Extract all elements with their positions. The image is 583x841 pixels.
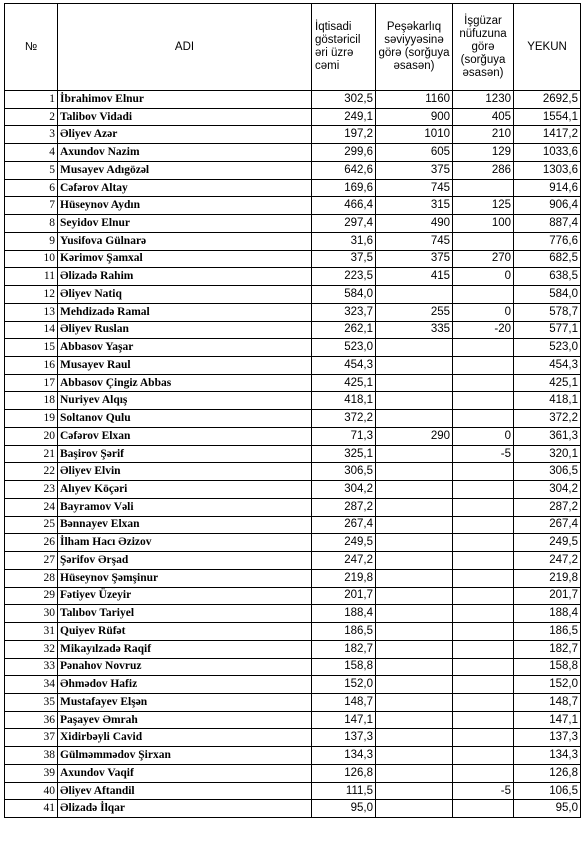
row-number: 10 <box>5 250 58 268</box>
professional-score <box>376 782 453 800</box>
row-number: 33 <box>5 658 58 676</box>
business-score: 100 <box>453 215 514 233</box>
economic-score: 134,3 <box>312 747 376 765</box>
business-score <box>453 729 514 747</box>
table-body <box>5 91 581 818</box>
business-score <box>453 658 514 676</box>
economic-score: 304,2 <box>312 481 376 499</box>
person-name: Quiyev Rüfət <box>58 623 312 641</box>
professional-score: 1160 <box>376 91 453 109</box>
person-name: Yusifova Gülnarə <box>58 232 312 250</box>
economic-score: 299,6 <box>312 144 376 162</box>
table-row <box>5 374 581 392</box>
total-score: 454,3 <box>514 357 581 375</box>
professional-score <box>376 623 453 641</box>
table-row <box>5 516 581 534</box>
row-number: 18 <box>5 392 58 410</box>
total-score: 182,7 <box>514 640 581 658</box>
table-row <box>5 445 581 463</box>
table-row <box>5 658 581 676</box>
business-score <box>453 552 514 570</box>
table-row <box>5 161 581 179</box>
header-total: YEKUN <box>514 4 581 91</box>
business-score: 125 <box>453 197 514 215</box>
professional-score: 315 <box>376 197 453 215</box>
row-number: 21 <box>5 445 58 463</box>
economic-score: 219,8 <box>312 569 376 587</box>
economic-score: 95,0 <box>312 800 376 818</box>
table-row <box>5 764 581 782</box>
table-row <box>5 800 581 818</box>
total-score: 2692,5 <box>514 91 581 109</box>
total-score: 147,1 <box>514 711 581 729</box>
professional-score <box>376 286 453 304</box>
total-score: 186,5 <box>514 623 581 641</box>
economic-score: 425,1 <box>312 374 376 392</box>
person-name: Mikayılzadə Raqif <box>58 640 312 658</box>
person-name: Fətiyev Üzeyir <box>58 587 312 605</box>
professional-score <box>376 569 453 587</box>
table-row <box>5 552 581 570</box>
row-number: 14 <box>5 321 58 339</box>
business-score <box>453 463 514 481</box>
person-name: Axundov Vaqif <box>58 764 312 782</box>
economic-score: 169,6 <box>312 179 376 197</box>
economic-score: 454,3 <box>312 357 376 375</box>
professional-score <box>376 800 453 818</box>
table-row <box>5 498 581 516</box>
person-name: Əlizadə İlqar <box>58 800 312 818</box>
business-score <box>453 339 514 357</box>
economic-score: 71,3 <box>312 427 376 445</box>
person-name: İlham Hacı Əzizov <box>58 534 312 552</box>
row-number: 41 <box>5 800 58 818</box>
row-number: 16 <box>5 357 58 375</box>
professional-score: 745 <box>376 179 453 197</box>
table-row <box>5 481 581 499</box>
total-score: 134,3 <box>514 747 581 765</box>
row-number: 26 <box>5 534 58 552</box>
person-name: Əhmədov Hafiz <box>58 676 312 694</box>
row-number: 7 <box>5 197 58 215</box>
table-row <box>5 179 581 197</box>
total-score: 219,8 <box>514 569 581 587</box>
economic-score: 323,7 <box>312 303 376 321</box>
professional-score <box>376 676 453 694</box>
economic-score: 267,4 <box>312 516 376 534</box>
person-name: İbrahimov Elnur <box>58 91 312 109</box>
person-name: Musayev Raul <box>58 357 312 375</box>
economic-score: 137,3 <box>312 729 376 747</box>
professional-score: 335 <box>376 321 453 339</box>
table-row <box>5 711 581 729</box>
business-score <box>453 179 514 197</box>
total-score: 638,5 <box>514 268 581 286</box>
person-name: Talibov Vidadi <box>58 108 312 126</box>
person-name: Bənnayev Elxan <box>58 516 312 534</box>
business-score <box>453 693 514 711</box>
total-score: 267,4 <box>514 516 581 534</box>
row-number: 32 <box>5 640 58 658</box>
professional-score <box>376 693 453 711</box>
table-row <box>5 534 581 552</box>
professional-score <box>376 658 453 676</box>
header-business-reputation: İşgüzar nüfuzuna görə (sorğuya əsasən) <box>453 4 514 91</box>
row-number: 36 <box>5 711 58 729</box>
business-score <box>453 764 514 782</box>
business-score: 1230 <box>453 91 514 109</box>
person-name: Başirov Şərif <box>58 445 312 463</box>
table-row <box>5 339 581 357</box>
total-score: 247,2 <box>514 552 581 570</box>
economic-score: 466,4 <box>312 197 376 215</box>
row-number: 17 <box>5 374 58 392</box>
economic-score: 147,1 <box>312 711 376 729</box>
professional-score <box>376 392 453 410</box>
economic-score: 249,1 <box>312 108 376 126</box>
professional-score: 605 <box>376 144 453 162</box>
professional-score: 900 <box>376 108 453 126</box>
professional-score <box>376 410 453 428</box>
business-score <box>453 232 514 250</box>
total-score: 425,1 <box>514 374 581 392</box>
economic-score: 523,0 <box>312 339 376 357</box>
business-score: -5 <box>453 445 514 463</box>
total-score: 1303,6 <box>514 161 581 179</box>
row-number: 34 <box>5 676 58 694</box>
economic-score: 262,1 <box>312 321 376 339</box>
economic-score: 584,0 <box>312 286 376 304</box>
table-row <box>5 215 581 233</box>
economic-score: 188,4 <box>312 605 376 623</box>
economic-score: 158,8 <box>312 658 376 676</box>
person-name: Hüseynov Aydın <box>58 197 312 215</box>
business-score <box>453 410 514 428</box>
person-name: Mehdizadə Ramal <box>58 303 312 321</box>
row-number: 31 <box>5 623 58 641</box>
person-name: Nuriyev Alqış <box>58 392 312 410</box>
person-name: Əliyev Azər <box>58 126 312 144</box>
total-score: 776,6 <box>514 232 581 250</box>
ranking-table-container <box>4 3 581 818</box>
table-row <box>5 357 581 375</box>
row-number: 9 <box>5 232 58 250</box>
person-name: Paşayev Əmrah <box>58 711 312 729</box>
economic-score: 297,4 <box>312 215 376 233</box>
total-score: 887,4 <box>514 215 581 233</box>
total-score: 137,3 <box>514 729 581 747</box>
table-row <box>5 729 581 747</box>
professional-score: 375 <box>376 250 453 268</box>
table-row <box>5 268 581 286</box>
person-name: Musayev Adıgözəl <box>58 161 312 179</box>
total-score: 95,0 <box>514 800 581 818</box>
professional-score <box>376 339 453 357</box>
business-score: 405 <box>453 108 514 126</box>
economic-score: 287,2 <box>312 498 376 516</box>
person-name: Gülməmmədov Şirxan <box>58 747 312 765</box>
total-score: 249,5 <box>514 534 581 552</box>
economic-score: 642,6 <box>312 161 376 179</box>
professional-score: 1010 <box>376 126 453 144</box>
person-name: Cəfərov Altay <box>58 179 312 197</box>
professional-score <box>376 516 453 534</box>
economic-score: 126,8 <box>312 764 376 782</box>
total-score: 577,1 <box>514 321 581 339</box>
person-name: Mustafayev Elşən <box>58 693 312 711</box>
business-score: 0 <box>453 427 514 445</box>
row-number: 13 <box>5 303 58 321</box>
business-score <box>453 392 514 410</box>
row-number: 5 <box>5 161 58 179</box>
person-name: Abbasov Yaşar <box>58 339 312 357</box>
professional-score <box>376 605 453 623</box>
row-number: 40 <box>5 782 58 800</box>
total-score: 372,2 <box>514 410 581 428</box>
total-score: 914,6 <box>514 179 581 197</box>
business-score: 0 <box>453 303 514 321</box>
total-score: 148,7 <box>514 693 581 711</box>
total-score: 906,4 <box>514 197 581 215</box>
business-score <box>453 587 514 605</box>
professional-score <box>376 498 453 516</box>
economic-score: 418,1 <box>312 392 376 410</box>
table-row <box>5 197 581 215</box>
business-score <box>453 711 514 729</box>
business-score <box>453 481 514 499</box>
economic-score: 325,1 <box>312 445 376 463</box>
table-row <box>5 463 581 481</box>
row-number: 8 <box>5 215 58 233</box>
professional-score <box>376 534 453 552</box>
business-score <box>453 374 514 392</box>
professional-score <box>376 445 453 463</box>
business-score <box>453 286 514 304</box>
row-number: 35 <box>5 693 58 711</box>
person-name: Əliyev Elvin <box>58 463 312 481</box>
person-name: Hüseynov Şəmşinur <box>58 569 312 587</box>
row-number: 12 <box>5 286 58 304</box>
table-row <box>5 108 581 126</box>
table-row <box>5 410 581 428</box>
economic-score: 148,7 <box>312 693 376 711</box>
professional-score <box>376 481 453 499</box>
row-number: 15 <box>5 339 58 357</box>
total-score: 201,7 <box>514 587 581 605</box>
person-name: Seyidov Elnur <box>58 215 312 233</box>
row-number: 6 <box>5 179 58 197</box>
business-score <box>453 569 514 587</box>
table-row <box>5 144 581 162</box>
business-score: 129 <box>453 144 514 162</box>
row-number: 24 <box>5 498 58 516</box>
professional-score <box>376 640 453 658</box>
person-name: Əlizadə Rahim <box>58 268 312 286</box>
row-number: 2 <box>5 108 58 126</box>
business-score <box>453 747 514 765</box>
professional-score: 415 <box>376 268 453 286</box>
row-number: 27 <box>5 552 58 570</box>
total-score: 306,5 <box>514 463 581 481</box>
economic-score: 306,5 <box>312 463 376 481</box>
person-name: Əliyev Natiq <box>58 286 312 304</box>
row-number: 30 <box>5 605 58 623</box>
table-row <box>5 126 581 144</box>
business-score <box>453 516 514 534</box>
economic-score: 249,5 <box>312 534 376 552</box>
total-score: 361,3 <box>514 427 581 445</box>
business-score <box>453 605 514 623</box>
economic-score: 152,0 <box>312 676 376 694</box>
professional-score <box>376 764 453 782</box>
professional-score: 290 <box>376 427 453 445</box>
economic-score: 182,7 <box>312 640 376 658</box>
professional-score: 490 <box>376 215 453 233</box>
person-name: Cəfərov Elxan <box>58 427 312 445</box>
professional-score: 375 <box>376 161 453 179</box>
total-score: 304,2 <box>514 481 581 499</box>
total-score: 188,4 <box>514 605 581 623</box>
table-row <box>5 427 581 445</box>
table-row <box>5 623 581 641</box>
total-score: 584,0 <box>514 286 581 304</box>
business-score <box>453 498 514 516</box>
row-number: 23 <box>5 481 58 499</box>
row-number: 38 <box>5 747 58 765</box>
business-score <box>453 623 514 641</box>
row-number: 29 <box>5 587 58 605</box>
total-score: 682,5 <box>514 250 581 268</box>
total-score: 1417,2 <box>514 126 581 144</box>
person-name: Axundov Nazim <box>58 144 312 162</box>
business-score <box>453 357 514 375</box>
table-row <box>5 321 581 339</box>
person-name: Talıbov Tariyel <box>58 605 312 623</box>
professional-score <box>376 463 453 481</box>
table-row <box>5 782 581 800</box>
total-score: 158,8 <box>514 658 581 676</box>
professional-score <box>376 357 453 375</box>
total-score: 1033,6 <box>514 144 581 162</box>
person-name: Soltanov Qulu <box>58 410 312 428</box>
row-number: 20 <box>5 427 58 445</box>
professional-score <box>376 552 453 570</box>
business-score: -20 <box>453 321 514 339</box>
economic-score: 372,2 <box>312 410 376 428</box>
row-number: 28 <box>5 569 58 587</box>
business-score <box>453 676 514 694</box>
total-score: 523,0 <box>514 339 581 357</box>
table-row <box>5 640 581 658</box>
business-score: 210 <box>453 126 514 144</box>
row-number: 19 <box>5 410 58 428</box>
row-number: 22 <box>5 463 58 481</box>
person-name: Abbasov Çingiz Abbas <box>58 374 312 392</box>
table-row <box>5 747 581 765</box>
ranking-table <box>4 3 581 818</box>
economic-score: 247,2 <box>312 552 376 570</box>
table-row <box>5 693 581 711</box>
economic-score: 31,6 <box>312 232 376 250</box>
professional-score: 255 <box>376 303 453 321</box>
economic-score: 186,5 <box>312 623 376 641</box>
professional-score <box>376 374 453 392</box>
row-number: 3 <box>5 126 58 144</box>
total-score: 1554,1 <box>514 108 581 126</box>
table-row <box>5 392 581 410</box>
economic-score: 197,2 <box>312 126 376 144</box>
header-row <box>5 4 581 91</box>
business-score: -5 <box>453 782 514 800</box>
business-score: 286 <box>453 161 514 179</box>
professional-score <box>376 729 453 747</box>
person-name: Xidirbəyli Cavid <box>58 729 312 747</box>
professional-score <box>376 747 453 765</box>
economic-score: 302,5 <box>312 91 376 109</box>
table-row <box>5 232 581 250</box>
header-number: № <box>5 4 58 91</box>
business-score <box>453 534 514 552</box>
header-name: ADI <box>58 4 312 91</box>
person-name: Pənahov Novruz <box>58 658 312 676</box>
table-row <box>5 303 581 321</box>
row-number: 25 <box>5 516 58 534</box>
row-number: 4 <box>5 144 58 162</box>
total-score: 126,8 <box>514 764 581 782</box>
row-number: 11 <box>5 268 58 286</box>
row-number: 1 <box>5 91 58 109</box>
person-name: Bayramov Vəli <box>58 498 312 516</box>
person-name: Əliyev Ruslan <box>58 321 312 339</box>
person-name: Kərimov Şamxal <box>58 250 312 268</box>
person-name: Şərifov Ərşad <box>58 552 312 570</box>
total-score: 418,1 <box>514 392 581 410</box>
table-row <box>5 569 581 587</box>
person-name: Əliyev Aftandil <box>58 782 312 800</box>
header-professional-level: Peşəkarlıq səviyyəsinə görə (sorğuya əsasən) <box>376 4 453 91</box>
person-name: Alıyev Köçəri <box>58 481 312 499</box>
economic-score: 37,5 <box>312 250 376 268</box>
total-score: 320,1 <box>514 445 581 463</box>
row-number: 39 <box>5 764 58 782</box>
total-score: 106,5 <box>514 782 581 800</box>
business-score: 270 <box>453 250 514 268</box>
economic-score: 111,5 <box>312 782 376 800</box>
professional-score: 745 <box>376 232 453 250</box>
business-score <box>453 800 514 818</box>
economic-score: 201,7 <box>312 587 376 605</box>
total-score: 578,7 <box>514 303 581 321</box>
business-score: 0 <box>453 268 514 286</box>
total-score: 152,0 <box>514 676 581 694</box>
business-score <box>453 640 514 658</box>
total-score: 287,2 <box>514 498 581 516</box>
economic-score: 223,5 <box>312 268 376 286</box>
table-row <box>5 605 581 623</box>
row-number: 37 <box>5 729 58 747</box>
table-row <box>5 587 581 605</box>
professional-score <box>376 587 453 605</box>
table-row <box>5 91 581 109</box>
professional-score <box>376 711 453 729</box>
header-economic-indicators: İqtisadi göstəricil əri üzrə cəmi <box>312 4 376 91</box>
table-row <box>5 250 581 268</box>
table-row <box>5 286 581 304</box>
table-row <box>5 676 581 694</box>
